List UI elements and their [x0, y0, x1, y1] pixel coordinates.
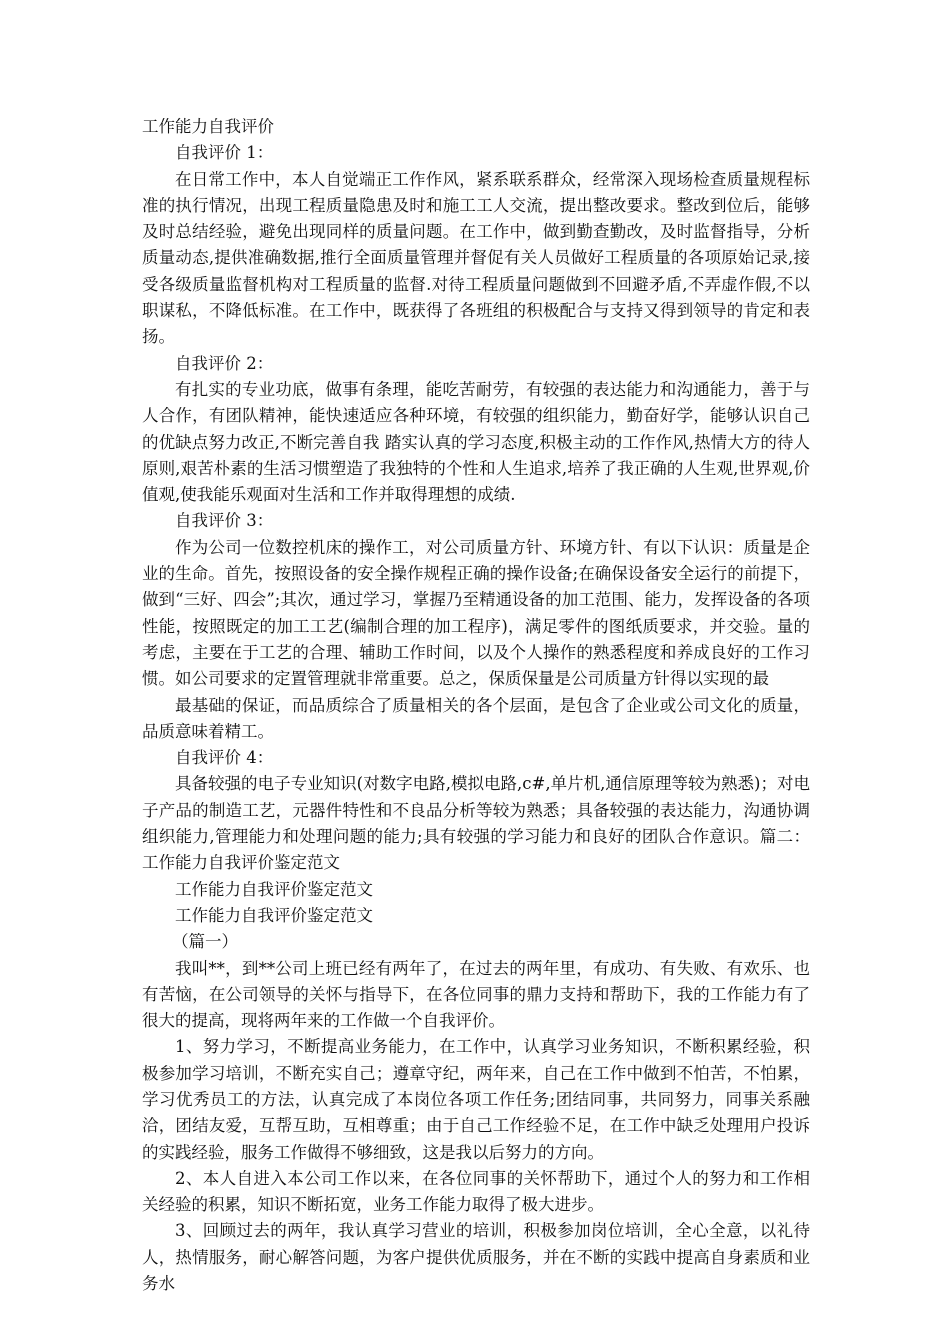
document-blocks [142, 140, 810, 1297]
section-heading: 自我评价 1： [175, 143, 274, 163]
paragraph: 1、努力学习，不断提高业务能力，在工作中，认真学习业务知识，不断积累经验，积极参加学习培训，不断充实自己；遵章守纪，两年来，自己在工作中做到不怕苦，不怕累，学习优秀员工的方法，认真完成了本岗位各项工作任务;团结同事，共同努力，同事关系融洽，团结友爱，互帮互助，互相尊重；由于自己工作经验不足，在工作中缺乏处理用户投诉的实践经验，服务工作做得不够细致，这是我以后努力的方向。 [142, 1037, 810, 1162]
document-title: 工作能力自我评价 [142, 117, 274, 136]
section-heading: 自我评价 3： [175, 511, 274, 531]
paragraph: 我叫**，到**公司上班已经有两年了，在过去的两年里，有成功、有失败、有欢乐、也有苦恼，在公司领导的关怀与指导下，在各位同事的鼎力支持和帮助下，我的工作能力有了很大的提高，现将两年来的工作做一个自我评价。 [142, 958, 810, 1031]
paragraph: 有扎实的专业功底，做事有条理，能吃苦耐劳，有较强的表达能力和沟通能力，善于与人合作，有团队精神，能快速适应各种环境，有较强的组织能力，勤奋好学，能够认识自己的优缺点努力改正,不断完善自我 踏实认真的学习态度,积极主动的工作作风,热情大方的待人原则,艰苦朴素的生活习惯塑造了我独特的个性和人生追求,培养了我正确的人生观,世界观,价值观,使我能乐观面对生活和工作并取得理想的成绩. [142, 379, 810, 505]
section-heading: 工作能力自我评价鉴定范文 [175, 879, 373, 899]
paragraph: 在日常工作中，本人自觉端正工作作风，紧系联系群众，经常深入现场检查质量规程标准的执行情况，出现工程质量隐患及时和施工工人交流，提出整改要求。整改到位后，能够及时总结经验，避免出现同样的质量问题。在工作中，做到勤查勤改，及时监督指导，分析质量动态,提供准确数据,推行全面质量管理并督促有关人员做好工程质量的各项原始记录,接受各级质量监督机构对工程质量的监督.对待工程质量问题做到不回避矛盾,不弄虚作假,不以职谋私，不降低标准。在工作中，既获得了各班组的积极配合与支持又得到领导的肯定和表扬。 [142, 169, 810, 347]
paragraph: 最基础的保证，而品质综合了质量相关的各个层面，是包含了企业或公司文化的质量，品质意味着精工。 [142, 695, 810, 741]
section-heading: 自我评价 4： [175, 748, 274, 768]
paragraph: 作为公司一位数控机床的操作工，对公司质量方针、环境方针、有以下认识：质量是企业的生命。首先，按照设备的安全操作规程正确的操作设备;在确保设备安全运行的前提下，做到“三好、四会”;其次，通过学习，掌握乃至精通设备的加工范围、能力，发挥设备的各项性能，按照既定的加工工艺(编制合理的加工程序)，满足零件的图纸质要求，并交验。量的考虑，主要在于工艺的合理、辅助工作时间，以及个人操作的熟悉程度和养成良好的工作习惯。如公司要求的定置管理就非常重要。总之，保质保量是公司质量方针得以实现的最 [142, 537, 810, 689]
section-heading: 自我评价 2： [175, 353, 274, 373]
paragraph: 具备较强的电子专业知识(对数字电路,模拟电路,c#,单片机,通信原理等较为熟悉)；对电子产品的制造工艺，元器件特性和不良品分析等较为熟悉；具备较强的表达能力，沟通协调组织能力,管理能力和处理问题的能力;具有较强的学习能力和良好的团队合作意识。篇二：工作能力自我评价鉴定范文 [142, 774, 810, 873]
section-heading: 工作能力自我评价鉴定范文 [175, 905, 373, 925]
section-label: （篇一） [172, 932, 238, 952]
document-body [142, 114, 810, 1297]
paragraph: 2、本人自进入本公司工作以来，在各位同事的关怀帮助下，通过个人的努力和工作相关经验的积累，知识不断拓宽，业务工作能力取得了极大进步。 [142, 1168, 810, 1215]
paragraph: 3、回顾过去的两年，我认真学习营业的培训，积极参加岗位培训，全心全意，以礼待人，热情服务，耐心解答问题，为客户提供优质服务，并在不断的实践中提高自身素质和业务水 [142, 1221, 810, 1294]
